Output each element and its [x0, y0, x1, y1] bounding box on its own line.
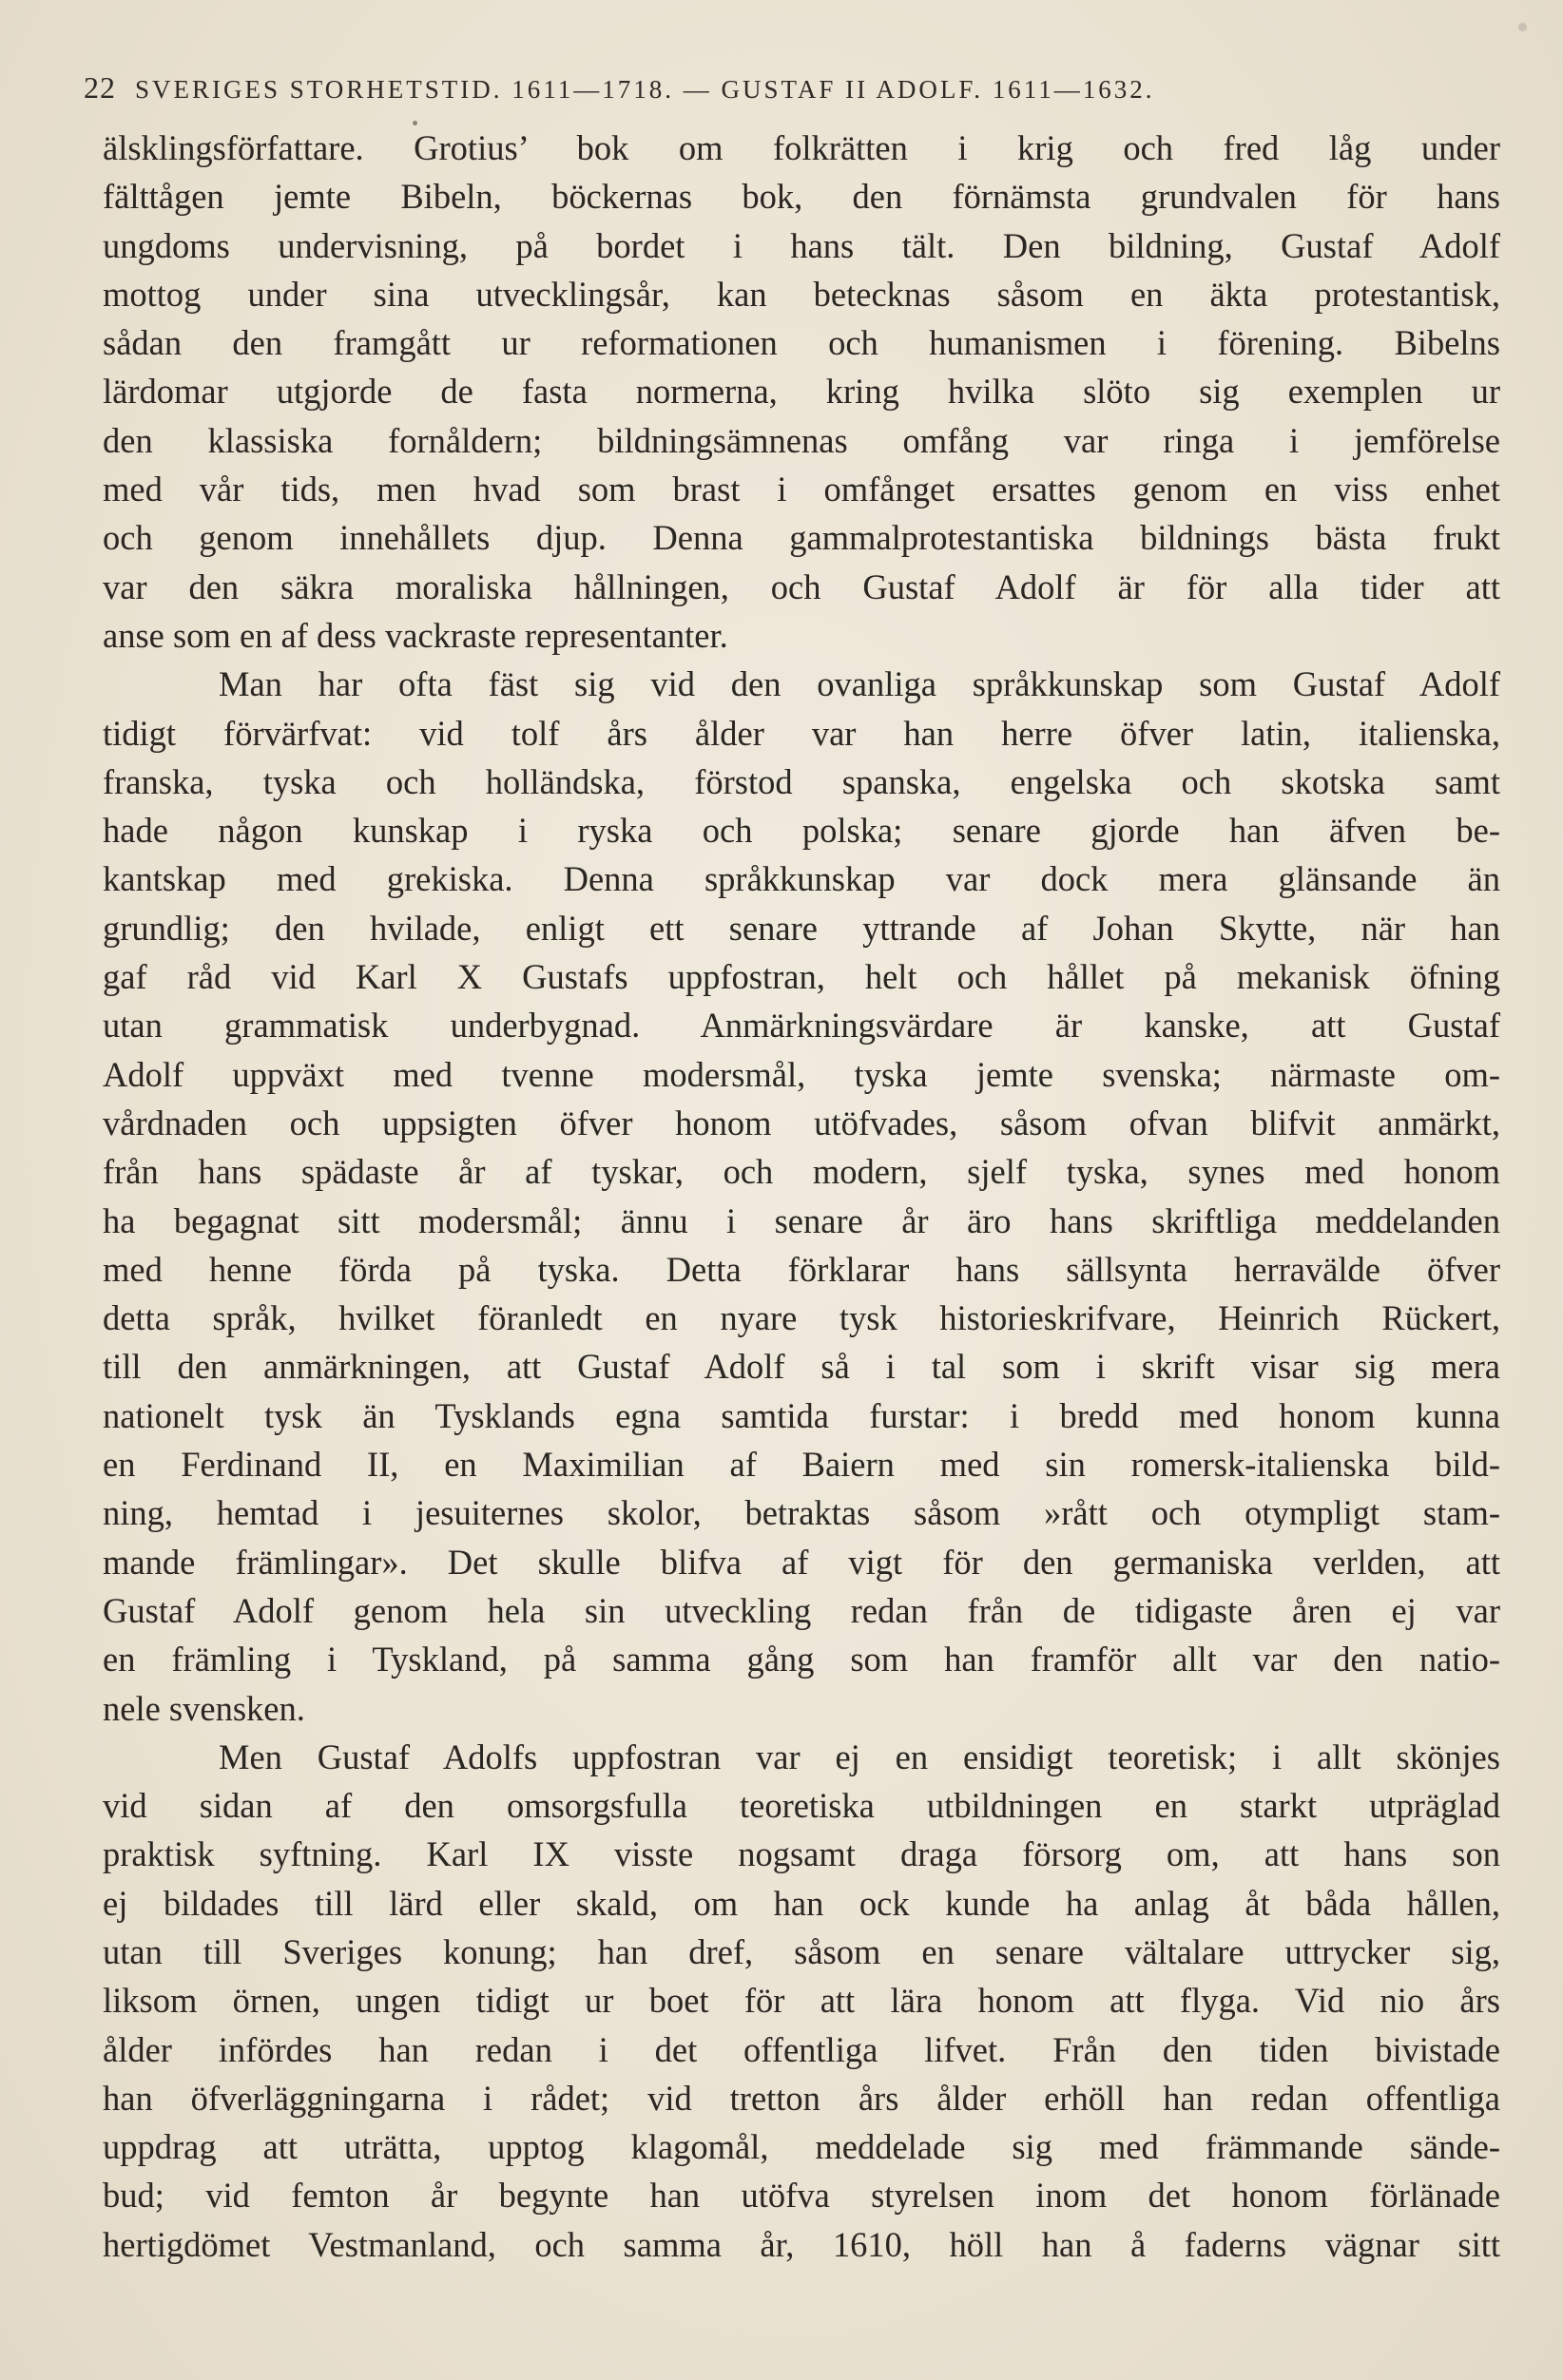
text-line: en Ferdinand II, en Maximilian af Baiern med sin romersk-italienska bild-	[103, 1445, 1500, 1485]
text-line: mottog under sina utvecklingsår, kan betecknas såsom en äkta protestantisk,	[103, 274, 1500, 314]
text-line: lärdomar utgjorde de fasta normerna, kring hvilka slöto sig exemplen ur	[103, 372, 1500, 412]
running-title: SVERIGES STORHETSTID. 1611—1718. — GUSTAF II ADOLF. 1611—1632.	[135, 75, 1155, 104]
text-line: nele svensken.	[103, 1688, 305, 1728]
text-line: mande främlingar». Det skulle blifva af vigt för den germaniska verlden, att	[103, 1542, 1500, 1582]
text-line: Men Gustaf Adolfs uppfostran var ej en ensidigt teoretisk; i allt skönjes	[219, 1737, 1500, 1776]
text-line: tidigt förvärfvat: vid tolf års ålder var han herre öfver latin, italienska,	[103, 713, 1500, 753]
body-text	[103, 124, 1500, 2269]
text-line: vårdnaden och uppsigten öfver honom utöfvades, såsom ofvan blifvit anmärkt,	[103, 1103, 1500, 1142]
text-line: ha begagnat sitt modersmål; ännu i senare år äro hans skriftliga meddelanden	[103, 1200, 1500, 1240]
text-line: uppdrag att uträtta, upptog klagomål, meddelade sig med främmande sände-	[103, 2127, 1500, 2167]
text-line: Gustaf Adolf genom hela sin utveckling redan från de tidigaste åren ej var	[103, 1590, 1500, 1630]
text-line: liksom örnen, ungen tidigt ur boet för att lära honom att flyga. Vid nio års	[103, 1981, 1500, 2021]
running-header	[84, 70, 1491, 112]
text-line: sådan den framgått ur reformationen och humanismen i förening. Bibelns	[103, 323, 1500, 363]
text-line: ålder infördes han redan i det offentliga lifvet. Från den tiden bivistade	[103, 2029, 1500, 2069]
text-line: franska, tyska och holländska, förstod spanska, engelska och skotska samt	[103, 761, 1500, 801]
text-line: älsklingsförfattare. Grotius’ bok om folkrätten i krig och fred låg under	[103, 128, 1500, 167]
text-line: Man har ofta fäst sig vid den ovanliga språkkunskap som Gustaf Adolf	[219, 664, 1500, 704]
text-line: och genom innehållets djup. Denna gammalprotestantiska bildnings bästa frukt	[103, 518, 1500, 558]
paragraph-3	[103, 1733, 1500, 2269]
text-line: en främling i Tyskland, på samma gång som han framför allt var den natio-	[103, 1640, 1500, 1679]
text-line: han öfverläggningarna i rådet; vid tretton års ålder erhöll han redan offentliga	[103, 2078, 1500, 2118]
text-line: gaf råd vid Karl X Gustafs uppfostran, helt och hållet på mekanisk öfning	[103, 957, 1500, 997]
page-number: 22	[84, 70, 116, 105]
text-line: ning, hemtad i jesuiternes skolor, betraktas såsom »rått och otympligt stam-	[103, 1493, 1500, 1533]
ink-speck	[1518, 23, 1527, 31]
text-line: kantskap med grekiska. Denna språkkunskap var dock mera glänsande än	[103, 859, 1500, 899]
text-line: vid sidan af den omsorgsfulla teoretiska utbildningen en starkt utpräglad	[103, 1786, 1500, 1826]
text-line: var den säkra moraliska hållningen, och Gustaf Adolf är för alla tider att	[103, 566, 1500, 606]
text-line: hertigdömet Vestmanland, och samma år, 1610, höll han å faderns vägnar sitt	[103, 2224, 1500, 2264]
text-line: ej bildades till lärd eller skald, om han ock kunde ha anlag åt båda hållen,	[103, 1883, 1500, 1923]
text-line: Adolf uppväxt med tvenne modersmål, tyska jemte svenska; närmaste om-	[103, 1054, 1500, 1094]
text-line: från hans spädaste år af tyskar, och modern, sjelf tyska, synes med honom	[103, 1152, 1500, 1192]
text-line: ungdoms undervisning, på bordet i hans tält. Den bildning, Gustaf Adolf	[103, 225, 1500, 265]
text-line: anse som en af dess vackraste representanter.	[103, 615, 728, 655]
paragraph-1	[103, 124, 1500, 660]
text-line: utan till Sveriges konung; han dref, såsom en senare vältalare uttrycker sig,	[103, 1931, 1500, 1971]
text-line: hade någon kunskap i ryska och polska; senare gjorde han äfven be-	[103, 811, 1500, 851]
text-line: utan grammatisk underbygnad. Anmärkningsvärdare är kanske, att Gustaf	[103, 1006, 1500, 1046]
text-line: bud; vid femton år begynte han utöfva styrelsen inom det honom förlänade	[103, 2176, 1500, 2216]
paragraph-2	[103, 660, 1500, 1733]
text-line: fälttågen jemte Bibeln, böckernas bok, den förnämsta grundvalen för hans	[103, 177, 1500, 217]
text-line: nationelt tysk än Tysklands egna samtida furstar: i bredd med honom kunna	[103, 1395, 1500, 1435]
text-line: den klassiska fornåldern; bildningsämnenas omfång var ringa i jemförelse	[103, 420, 1500, 460]
text-line: grundlig; den hvilade, enligt ett senare yttrande af Johan Skytte, när han	[103, 908, 1500, 948]
text-line: praktisk syftning. Karl IX visste nogsamt draga försorg om, att hans son	[103, 1834, 1500, 1874]
text-line: med vår tids, men hvad som brast i omfånget ersattes genom en viss enhet	[103, 470, 1500, 509]
text-line: detta språk, hvilket föranledt en nyare tysk historieskrifvare, Heinrich Rückert,	[103, 1298, 1500, 1338]
text-line: med henne förda på tyska. Detta förklarar hans sällsynta herravälde öfver	[103, 1249, 1500, 1289]
text-line: till den anmärkningen, att Gustaf Adolf så i tal som i skrift visar sig mera	[103, 1347, 1500, 1387]
